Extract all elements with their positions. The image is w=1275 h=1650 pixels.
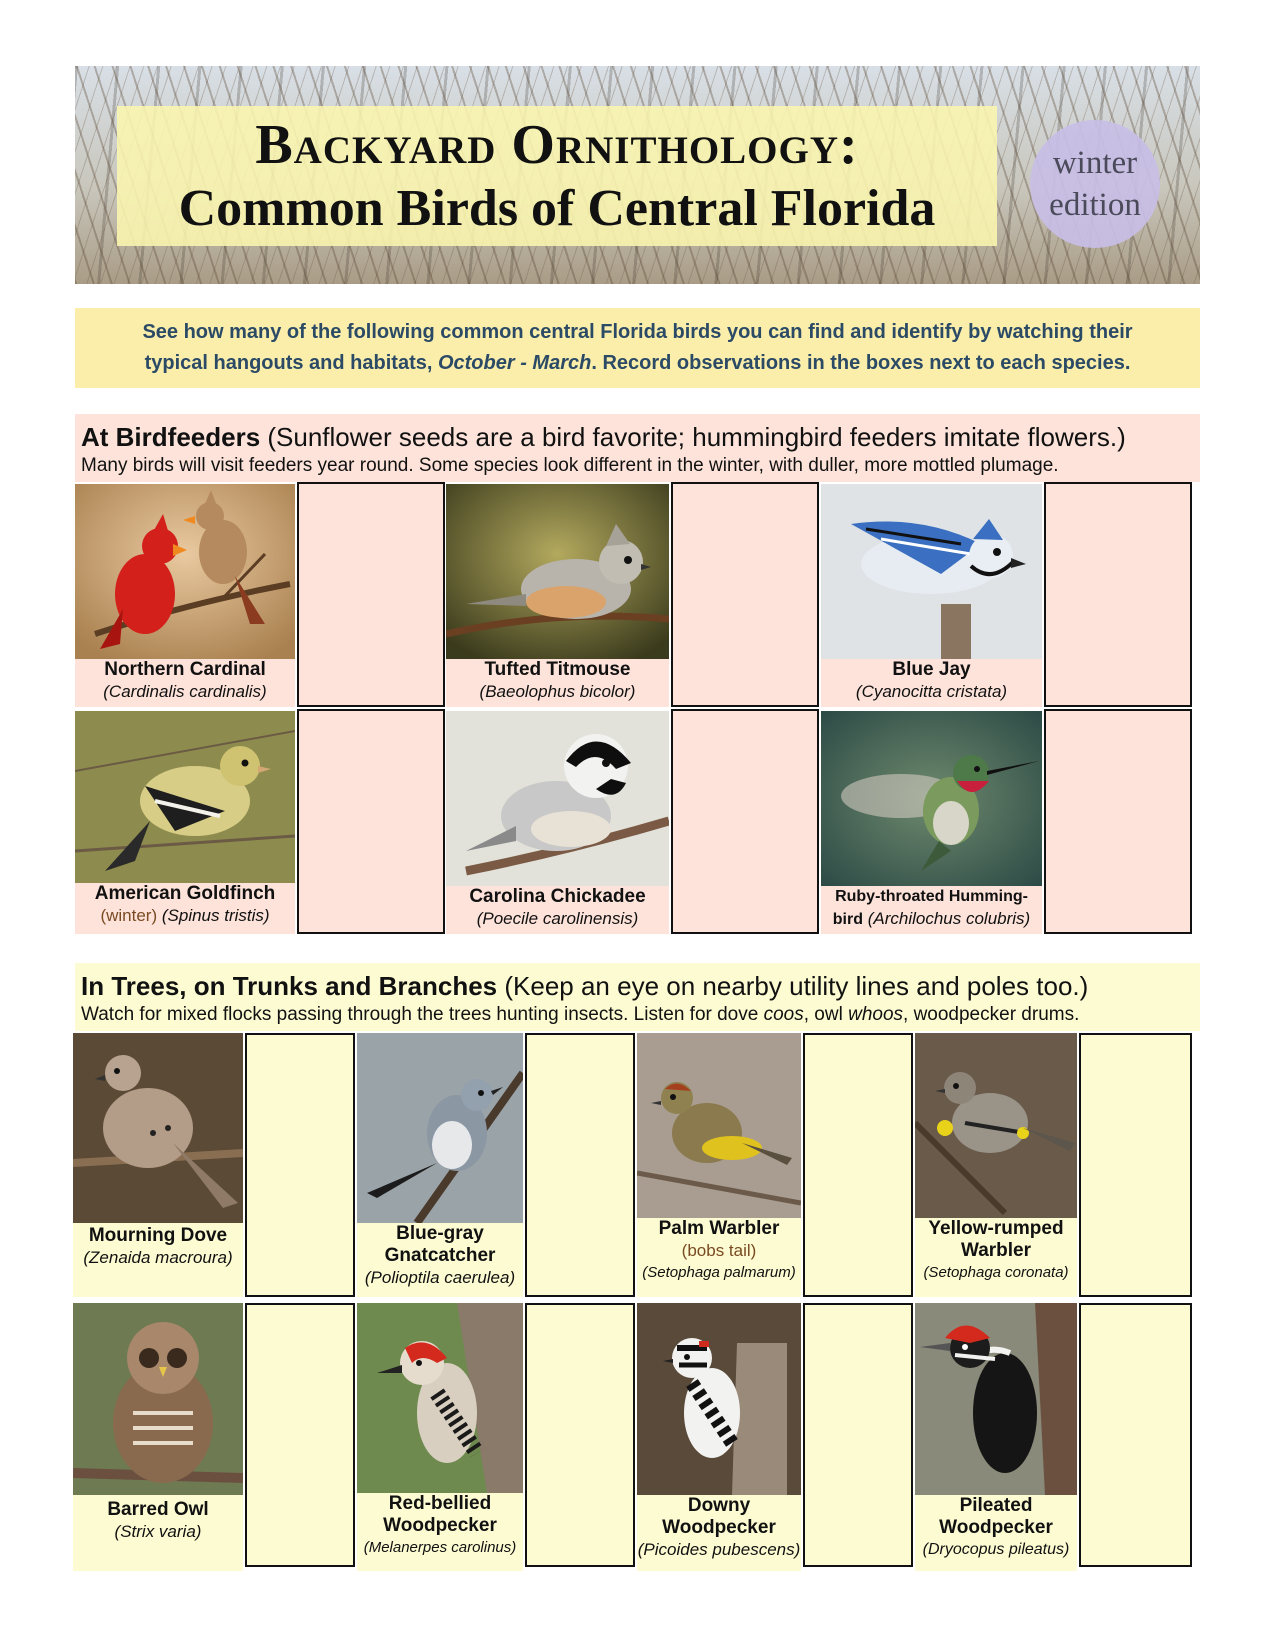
bird-photo-blue-jay: [821, 484, 1042, 659]
bird-card-ruby-throated-hummingbird: [821, 711, 1042, 934]
bird-label: [75, 883, 295, 934]
observation-box-northern-cardinal[interactable]: [297, 482, 445, 707]
bird-photo-blue-gray-gnatcatcher: [357, 1033, 523, 1223]
bird-card-northern-cardinal: [75, 484, 295, 707]
bird-card-palm-warbler: [637, 1033, 801, 1297]
section-birdfeeders-header: [75, 414, 1200, 482]
intro-instructions: [75, 308, 1200, 388]
bird-label: [821, 886, 1042, 934]
bird-card-mourning-dove: [73, 1033, 243, 1297]
bird-label: [915, 1218, 1077, 1297]
bird-common-name: Red-bellied: [388, 1493, 492, 1514]
section-trees-coos: coos: [763, 1004, 804, 1025]
bird-photo-pileated-woodpecker: [915, 1303, 1077, 1495]
bird-common-name: Blue-gray: [396, 1223, 484, 1244]
section-birdfeeders-note: (Sunflower seeds are a bird favorite; hummingbird feeders imitate flowers.): [260, 422, 1126, 452]
bird-common-name: Palm Warbler: [658, 1218, 780, 1239]
bird-label: [915, 1495, 1077, 1571]
bird-scientific-name: (Cardinalis cardinalis): [103, 682, 267, 701]
observation-box-palm-warbler[interactable]: [803, 1033, 913, 1297]
observation-box-american-goldfinch[interactable]: [297, 709, 445, 934]
bird-card-downy-woodpecker: [637, 1303, 801, 1571]
section-trees-header: [75, 963, 1200, 1031]
bird-common-name: Yellow-rumped: [928, 1218, 1064, 1239]
observation-box-ruby-throated-hummingbird[interactable]: [1044, 709, 1192, 934]
bird-label: [73, 1223, 243, 1297]
header-banner: [75, 66, 1200, 284]
bird-scientific-text: (Spinus tristis): [161, 906, 270, 925]
observation-box-blue-gray-gnatcatcher[interactable]: [525, 1033, 635, 1297]
bird-note: (winter): [100, 906, 162, 925]
section-trees-whoos: whoos: [848, 1004, 904, 1025]
bird-common-name: Downy: [687, 1495, 751, 1516]
bird-label: [446, 659, 669, 707]
bird-common-name-cont: Woodpecker: [383, 1515, 497, 1536]
bird-card-tufted-titmouse: [446, 484, 669, 707]
page-title: Backyard Ornithology:: [255, 114, 859, 176]
bird-scientific-name: (Setophaga coronata): [923, 1264, 1069, 1281]
bird-photo-palm-warbler: [637, 1033, 801, 1218]
bird-scientific-name: (Setophaga palmarum): [642, 1264, 796, 1281]
bird-card-american-goldfinch: [75, 711, 295, 934]
intro-line-1: See how many of the following common central Florida birds you can find and identify by watching their: [142, 321, 1133, 343]
bird-scientific-name: (Picoides pubescens): [637, 1540, 801, 1559]
bird-scientific-name: (Zenaida macroura): [83, 1248, 233, 1267]
bird-common-name: Carolina Chickadee: [469, 886, 646, 907]
section-trees-subtext-start: Watch for mixed flocks passing through the trees hunting insects. Listen for dove: [81, 1004, 764, 1025]
bird-label: [637, 1218, 801, 1297]
bird-card-red-bellied-woodpecker: [357, 1303, 523, 1571]
bird-common-name-cont: Woodpecker: [662, 1517, 776, 1538]
bird-card-pileated-woodpecker: [915, 1303, 1077, 1571]
bird-photo-carolina-chickadee: [446, 711, 669, 886]
bird-common-name: Mourning Dove: [88, 1225, 228, 1246]
bird-label: [75, 659, 295, 707]
section-trees-title: [81, 970, 1194, 1002]
observation-box-blue-jay[interactable]: [1044, 482, 1192, 707]
observation-box-downy-woodpecker[interactable]: [803, 1303, 913, 1567]
bird-common-name-cont: Woodpecker: [939, 1517, 1053, 1538]
bird-photo-american-goldfinch: [75, 711, 295, 883]
edition-badge-line1: winter: [1052, 145, 1138, 181]
observation-box-yellow-rumped-warbler[interactable]: [1079, 1033, 1192, 1297]
bird-photo-northern-cardinal: [75, 484, 295, 659]
bird-photo-tufted-titmouse: [446, 484, 669, 659]
observation-box-mourning-dove[interactable]: [245, 1033, 355, 1297]
section-trees-heading: In Trees, on Trunks and Branches: [81, 971, 498, 1001]
intro-line-2-start: typical hangouts and habitats,: [144, 352, 438, 374]
bird-common-name-cont: bird: [832, 911, 863, 928]
bird-common-name: Barred Owl: [107, 1499, 209, 1520]
section-trees-subtext: [81, 1002, 1194, 1027]
bird-scientific-name: (Poecile carolinensis): [476, 909, 639, 928]
bird-photo-mourning-dove: [73, 1033, 243, 1223]
bird-note: (bobs tail): [681, 1241, 757, 1260]
observation-box-tufted-titmouse[interactable]: [671, 482, 819, 707]
bird-label: [357, 1223, 523, 1297]
bird-scientific-name: (Strix varia): [114, 1522, 202, 1541]
bird-common-name: American Goldfinch: [94, 883, 276, 904]
banner-title-panel: [117, 106, 997, 246]
bird-scientific-name: (Dryocopus pileatus): [922, 1541, 1070, 1558]
intro-line-2-end: . Record observations in the boxes next to each species.: [591, 352, 1131, 374]
bird-label: [821, 659, 1042, 707]
section-trees-note: (Keep an eye on nearby utility lines and poles too.): [497, 971, 1089, 1001]
bird-photo-red-bellied-woodpecker: [357, 1303, 523, 1493]
edition-badge: [1030, 120, 1160, 248]
observation-box-pileated-woodpecker[interactable]: [1079, 1303, 1192, 1567]
bird-scientific-name: (Polioptila caerulea): [364, 1268, 516, 1287]
bird-card-carolina-chickadee: [446, 711, 669, 934]
bird-scientific-name: (Melanerpes carolinus): [363, 1539, 517, 1556]
bird-photo-downy-woodpecker: [637, 1303, 801, 1495]
bird-scientific-text: (Archilochus colubris): [867, 909, 1031, 928]
section-birdfeeders-title: [81, 421, 1194, 453]
bird-photo-ruby-throated-hummingbird: [821, 711, 1042, 886]
bird-label: [637, 1495, 801, 1571]
bird-common-name: Blue Jay: [892, 659, 971, 680]
bird-label: [73, 1495, 243, 1571]
bird-card-blue-jay: [821, 484, 1042, 707]
bird-card-yellow-rumped-warbler: [915, 1033, 1077, 1297]
edition-badge-line2: edition: [1049, 187, 1141, 223]
bird-photo-yellow-rumped-warbler: [915, 1033, 1077, 1218]
bird-scientific-name: [75, 905, 295, 927]
section-birdfeeders-subtext: Many birds will visit feeders year round. Some species look different in the winter, with duller, more mottled plumage.: [81, 455, 1059, 476]
observation-box-barred-owl[interactable]: [245, 1303, 355, 1567]
intro-season: October - March: [437, 352, 592, 374]
section-birdfeeders-heading: At Birdfeeders: [81, 422, 261, 452]
bird-common-name: Ruby-throated Humming-: [835, 888, 1028, 905]
intro-line-2: [145, 348, 1131, 379]
bird-label: [446, 886, 669, 934]
bird-card-blue-gray-gnatcatcher: [357, 1033, 523, 1297]
bird-photo-barred-owl: [73, 1303, 243, 1495]
bird-common-name: Northern Cardinal: [104, 659, 266, 680]
bird-common-name: Tufted Titmouse: [484, 659, 631, 680]
bird-card-barred-owl: [73, 1303, 243, 1571]
bird-scientific-name: (Baeolophus bicolor): [479, 682, 636, 701]
observation-box-carolina-chickadee[interactable]: [671, 709, 819, 934]
bird-common-name: Pileated: [959, 1495, 1033, 1516]
page-subtitle: Common Birds of Central Florida: [178, 180, 936, 237]
bird-scientific-name: (Cyanocitta cristata): [855, 682, 1008, 701]
bird-label: [357, 1493, 523, 1571]
observation-box-red-bellied-woodpecker[interactable]: [525, 1303, 635, 1567]
bird-common-name-cont: Gnatcatcher: [384, 1245, 496, 1266]
bird-common-name-cont: Warbler: [960, 1240, 1032, 1261]
bird-scientific-name: [821, 908, 1042, 931]
section-trees-subtext-end: , woodpecker drums.: [903, 1004, 1080, 1025]
section-trees-subtext-mid: , owl: [803, 1004, 849, 1025]
